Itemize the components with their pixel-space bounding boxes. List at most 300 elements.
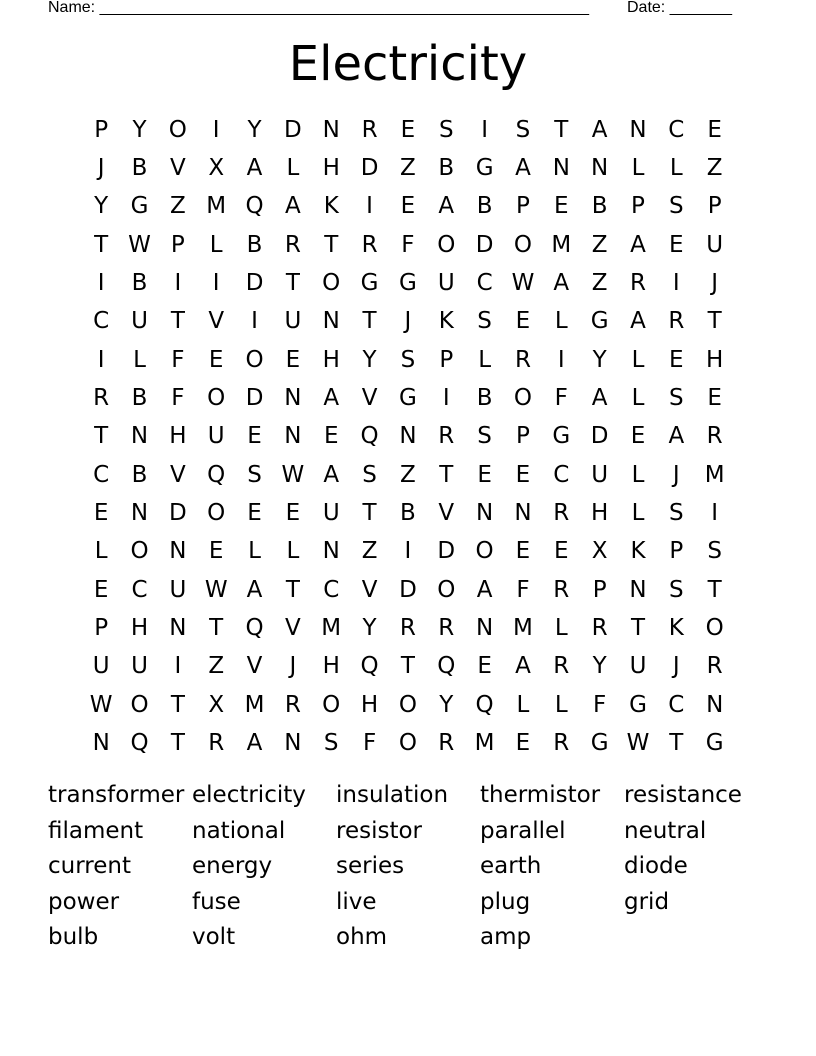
grid-letter: E [323,423,339,450]
grid-letter: B [131,385,148,412]
grid-letter: Y [592,653,607,680]
word-list-item: energy [192,853,273,880]
grid-letter: A [246,576,263,603]
grid-letter: U [322,500,340,527]
grid-letter: O [437,576,456,603]
grid-letter: D [399,576,417,603]
word-list-item: neutral [624,817,707,844]
grid-letter: N [322,116,340,143]
grid-letter: N [92,730,110,757]
grid-letter: G [130,193,149,220]
grid-letter: U [131,308,148,335]
word-list-item: diode [624,853,688,880]
grid-letter: N [706,691,724,718]
grid-letter: H [322,155,340,182]
grid-letter: M [474,730,495,757]
grid-letter: N [284,730,302,757]
grid-letter: L [631,461,645,488]
grid-letter: N [629,116,647,143]
grid-letter: V [438,500,455,527]
grid-letter: L [209,231,223,258]
grid-letter: U [131,653,148,680]
grid-letter: U [207,423,225,450]
grid-letter: N [476,500,494,527]
grid-letter: E [247,423,262,450]
grid-letter: S [669,500,684,527]
grid-letter: I [711,500,719,527]
grid-letter: P [439,346,454,373]
grid-letter: A [630,231,646,258]
grid-letter: U [169,576,187,603]
grid-letter: L [133,346,146,373]
date-field-label: Date: _______ [627,0,732,16]
grid-letter: Y [362,346,377,373]
grid-letter: T [285,270,300,297]
grid-letter: Q [360,423,379,450]
grid-letter: D [245,270,264,297]
grid-letter: D [284,116,302,143]
grid-letter: W [626,730,650,757]
grid-letter: E [669,346,684,373]
grid-letter: G [399,270,417,297]
grid-letter: A [438,193,455,220]
grid-letter: E [400,116,416,143]
word-list-item: bulb [48,924,99,951]
grid-letter: O [705,615,724,642]
grid-letter: N [284,385,302,412]
grid-letter: N [552,155,570,182]
grid-letter: E [477,653,492,680]
grid-letter: N [629,576,647,603]
grid-letter: T [439,461,454,488]
grid-letter: N [591,155,609,182]
grid-letter: T [707,576,722,603]
grid-letter: T [707,308,722,335]
grid-letter: B [400,500,416,527]
grid-letter: H [706,346,724,373]
grid-letter: E [93,500,109,527]
grid-letter: W [128,231,151,258]
grid-letter: S [362,461,377,488]
grid-letter: I [174,270,182,297]
grid-letter: F [401,231,415,258]
grid-letter: E [477,461,492,488]
grid-letter: Y [94,193,109,220]
word-list-item: earth [480,853,542,880]
grid-letter: U [437,270,455,297]
grid-letter: M [704,461,725,488]
grid-letter: E [707,116,722,143]
grid-letter: I [174,653,182,680]
word-list-item: live [336,888,377,915]
grid-letter: E [554,538,569,565]
grid-letter: O [207,385,226,412]
grid-letter: O [475,538,494,565]
grid-letter: N [322,538,340,565]
word-list-item: filament [48,817,144,844]
grid-letter: E [554,193,569,220]
grid-letter: H [130,615,149,642]
puzzle-title: Electricity [288,36,528,92]
grid-letter: T [669,730,684,757]
grid-letter: L [554,615,568,642]
grid-letter: G [590,730,609,757]
grid-letter: O [513,231,532,258]
grid-letter: I [366,193,373,220]
grid-letter: C [131,576,148,603]
grid-letter: G [552,423,571,450]
grid-letter: L [554,308,568,335]
grid-letter: T [400,653,415,680]
grid-letter: G [629,691,647,718]
grid-letter: Z [400,155,416,182]
grid-letter: E [285,346,301,373]
grid-letter: L [94,538,108,565]
grid-letter: V [169,155,186,182]
grid-letter: J [672,461,680,488]
grid-letter: O [322,270,341,297]
grid-letter: N [130,423,149,450]
grid-letter: I [251,308,258,335]
grid-letter: A [323,461,340,488]
grid-letter: P [669,538,684,565]
grid-letter: R [553,500,570,527]
grid-letter: H [322,653,340,680]
grid-letter: R [399,615,416,642]
word-list-item: current [48,853,131,880]
grid-letter: L [669,155,683,182]
grid-letter: R [284,691,301,718]
word-list-item: national [192,817,286,844]
grid-letter: E [515,308,531,335]
grid-letter: P [631,193,645,220]
grid-letter: E [400,193,416,220]
grid-letter: N [322,308,340,335]
grid-letter: S [247,461,262,488]
grid-letter: C [668,116,685,143]
grid-letter: Q [437,653,456,680]
word-list [48,778,768,956]
grid-letter: H [360,691,379,718]
word-list-item: transformer [48,782,185,808]
grid-letter: O [130,691,149,718]
grid-letter: J [711,270,719,297]
grid-letter: B [476,385,493,412]
grid-letter: L [554,691,568,718]
grid-letter: R [668,308,685,335]
grid-letter: G [590,308,609,335]
grid-letter: A [285,193,301,220]
grid-letter: B [131,270,148,297]
grid-letter: Z [208,653,225,680]
grid-letter: X [208,691,225,718]
grid-letter: T [94,231,109,258]
grid-letter: L [631,385,645,412]
grid-letter: A [515,155,531,182]
grid-letter: P [94,116,109,143]
grid-letter: S [477,308,492,335]
grid-letter: E [208,346,224,373]
grid-letter: R [591,615,608,642]
grid-letter: E [247,500,262,527]
grid-letter: O [245,346,264,373]
grid-letter: I [557,346,565,373]
grid-letter: O [398,730,417,757]
grid-letter: Q [360,653,379,680]
grid-letter: T [170,691,185,718]
grid-letter: H [322,346,340,373]
grid-letter: B [438,155,455,182]
grid-letter: J [672,653,680,680]
grid-letter: P [170,231,185,258]
grid-letter: U [706,231,724,258]
grid-letter: Z [591,231,608,258]
grid-letter: U [284,308,302,335]
grid-letter: C [93,308,110,335]
grid-letter: P [516,423,530,450]
grid-letter: E [208,538,224,565]
grid-letter: I [672,270,680,297]
grid-letter: Y [362,615,377,642]
grid-letter: D [169,500,187,527]
grid-letter: R [514,346,531,373]
grid-letter: I [404,538,412,565]
grid-letter: Z [169,193,186,220]
grid-letter: M [551,231,572,258]
grid-letter: Q [475,691,494,718]
grid-letter: E [707,385,722,412]
grid-letter: R [706,653,723,680]
grid-letter: L [478,346,492,373]
word-list-item: electricity [192,782,306,808]
grid-letter: B [591,193,608,220]
grid-letter: D [437,538,456,565]
grid-letter: H [590,500,609,527]
grid-letter: P [707,193,722,220]
grid-letter: D [475,231,494,258]
grid-letter: W [89,691,113,718]
grid-letter: G [705,730,724,757]
grid-letter: E [515,538,531,565]
grid-letter: V [361,385,378,412]
grid-letter: L [286,538,300,565]
grid-letter: C [476,270,493,297]
grid-letter: I [97,346,105,373]
grid-letter: A [515,653,531,680]
grid-letter: A [323,385,340,412]
grid-letter: C [323,576,340,603]
grid-letter: S [669,576,684,603]
grid-letter: O [513,385,532,412]
grid-letter: J [289,653,297,680]
grid-letter: M [244,691,265,718]
grid-letter: Y [132,116,147,143]
grid-letter: R [438,615,455,642]
word-list-item: plug [480,888,531,915]
grid-letter: N [169,615,187,642]
grid-letter: C [668,691,685,718]
grid-letter: F [171,346,185,373]
grid-letter: O [322,691,341,718]
grid-letter: R [553,653,570,680]
grid-letter: L [631,346,645,373]
grid-letter: O [437,231,456,258]
grid-letter: F [516,576,530,603]
grid-letter: F [362,730,377,757]
grid-letter: L [631,155,645,182]
grid-letter: N [399,423,417,450]
grid-letter: N [130,500,149,527]
grid-letter: D [245,385,264,412]
grid-letter: I [97,270,105,297]
grid-letter: M [513,615,533,642]
grid-letter: R [93,385,110,412]
grid-letter: R [553,730,570,757]
grid-letter: P [592,576,607,603]
grid-letter: S [477,423,492,450]
grid-letter: I [442,385,450,412]
grid-letter: A [553,270,570,297]
grid-letter: J [97,155,105,182]
grid-letter: N [476,615,494,642]
grid-letter: R [438,423,455,450]
grid-letter: M [206,193,227,220]
grid-letter: T [209,615,224,642]
grid-letter: Q [130,730,149,757]
grid-letter: V [246,653,263,680]
grid-letter: A [591,116,608,143]
grid-letter: K [438,308,454,335]
grid-letter: A [246,730,263,757]
grid-letter: O [398,691,417,718]
grid-letter: K [630,538,646,565]
grid-letter: Z [591,270,608,297]
word-list-item: resistance [624,782,742,808]
grid-letter: V [169,461,186,488]
grid-letter: K [668,615,684,642]
grid-letter: C [93,461,110,488]
grid-letter: J [404,308,412,335]
grid-letter: L [248,538,261,565]
grid-letter: L [286,155,300,182]
grid-letter: A [246,155,263,182]
grid-letter: B [246,231,263,258]
grid-letter: T [630,615,646,642]
grid-letter: E [669,231,684,258]
grid-letter: T [170,308,185,335]
grid-letter: D [590,423,609,450]
grid-letter: R [361,231,378,258]
grid-letter: P [516,193,530,220]
grid-letter: W [204,576,228,603]
grid-letter: Y [439,691,454,718]
grid-letter: Z [400,461,416,488]
grid-letter: W [511,270,535,297]
word-list-item: thermistor [480,782,601,808]
grid-letter: Q [245,615,264,642]
grid-letter: N [169,538,187,565]
word-list-item: amp [480,924,532,951]
grid-letter: T [362,308,377,335]
grid-letter: Y [592,346,607,373]
grid-letter: S [669,193,684,220]
grid-letter: Q [207,461,226,488]
word-list-item: ohm [336,924,388,951]
grid-letter: T [94,423,109,450]
grid-letter: G [399,385,417,412]
grid-letter: O [130,538,149,565]
grid-letter: T [554,116,569,143]
grid-letter: E [515,730,531,757]
grid-letter: R [629,270,646,297]
word-list-item: grid [624,888,670,915]
grid-letter: R [208,730,225,757]
grid-letter: B [131,155,148,182]
grid-letter: S [707,538,722,565]
grid-letter: V [361,576,378,603]
grid-letter: X [591,538,608,565]
grid-letter: G [360,270,379,297]
grid-letter: R [553,576,570,603]
grid-letter: F [554,385,568,412]
grid-letter: U [92,653,110,680]
word-list-item: fuse [192,888,241,915]
grid-letter: Z [706,155,723,182]
grid-letter: Z [361,538,378,565]
grid-letter: T [170,730,185,757]
letter-grid [82,111,734,763]
grid-letter: G [475,155,494,182]
grid-letter: H [169,423,187,450]
grid-letter: E [93,576,109,603]
grid-letter: S [400,346,416,373]
word-list-item: parallel [480,817,566,844]
grid-letter: R [438,730,455,757]
grid-letter: A [668,423,685,450]
grid-letter: F [171,385,185,412]
word-list-item: resistor [336,817,423,844]
grid-letter: C [553,461,570,488]
name-field-label: Name: _______________________________________________________ [48,0,589,16]
grid-letter: U [629,653,647,680]
grid-letter: I [212,270,220,297]
grid-letter: E [515,461,531,488]
grid-letter: S [438,116,454,143]
grid-letter: D [360,155,379,182]
grid-letter: Y [247,116,262,143]
grid-letter: F [593,691,607,718]
grid-letter: E [630,423,646,450]
grid-letter: I [481,116,488,143]
grid-letter: O [168,116,187,143]
grid-letter: V [285,615,301,642]
word-list-item: volt [192,924,236,951]
grid-letter: S [515,116,531,143]
grid-letter: R [706,423,723,450]
word-list-item: power [48,888,120,915]
grid-letter: S [323,730,339,757]
grid-letter: I [212,116,220,143]
grid-letter: T [362,500,377,527]
grid-letter: T [285,576,300,603]
grid-letter: T [324,231,339,258]
grid-letter: A [476,576,493,603]
grid-letter: Q [245,193,264,220]
grid-letter: B [476,193,493,220]
grid-letter: L [516,691,530,718]
grid-letter: L [631,500,645,527]
grid-letter: S [669,385,684,412]
